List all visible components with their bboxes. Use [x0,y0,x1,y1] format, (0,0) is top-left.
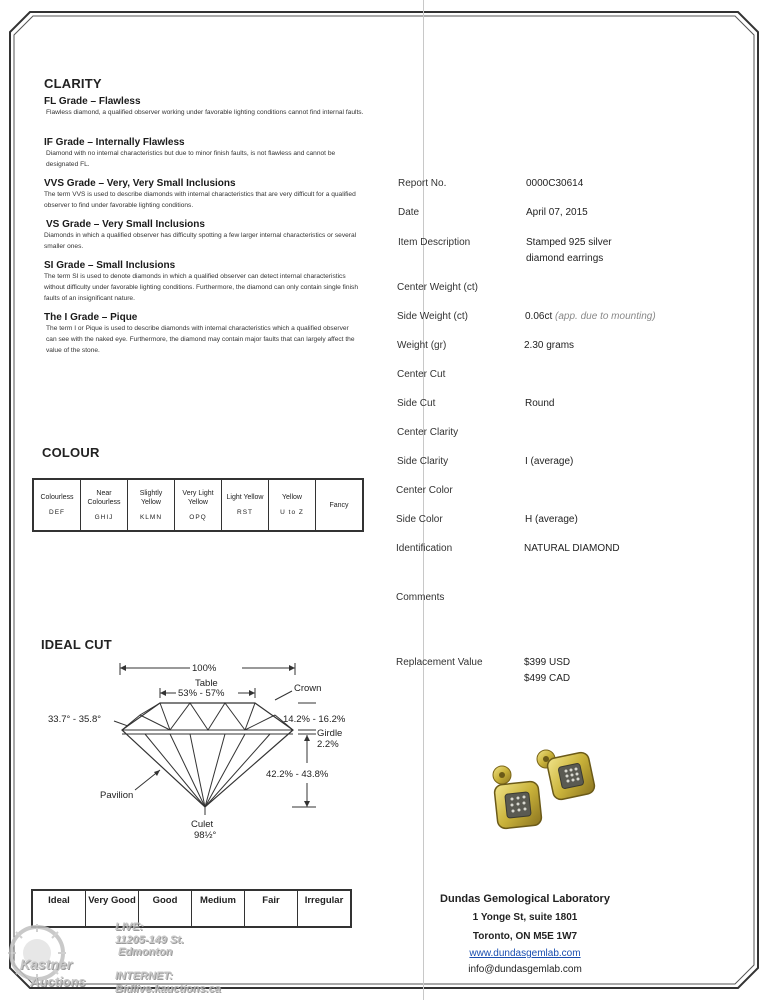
clarity-grade-vs [44,219,364,252]
culet-title: Culet [191,819,214,830]
colour-cell-slightly-yellow [128,479,175,531]
field-value-side-cut: Round [525,398,555,409]
clarity-heading: CLARITY [44,76,102,91]
watermark-brand2: Auctions [30,974,86,989]
watermark-live-address2: Edmonton [118,946,173,958]
grade-title: VS Grade – Very Small Inclusions [46,219,205,230]
clarity-grade-if [44,137,366,170]
field-value-replacement-usd: $399 USD [524,657,571,668]
colour-name: Near Colourless [87,489,121,506]
watermark-internet-label: INTERNET: [115,970,173,982]
field-value-side-color: H (average) [525,514,578,525]
grade-description: The term VVS is used to describe diamonds with internal characteristics that are very difficult for a qualified observer to find under favorable lighting conditions. [44,191,356,209]
clarity-grade-si [44,260,362,304]
side-weight-note: (app. due to mounting) [555,311,656,322]
cut-grade-good: Good [139,890,192,927]
watermark-brand1: Kastner [20,956,73,972]
field-value-item-description-line2: diamond earrings [526,253,604,264]
field-value-report-no: 0000C30614 [526,178,584,189]
field-label-report-no: Report No. [398,178,447,189]
colour-name: Very Light Yellow [182,489,214,506]
colour-name: Slightly Yellow [139,489,163,506]
cut-grade-irregular: Irregular [298,890,352,927]
field-label-center-color: Center Color [396,485,453,496]
field-label-side-cut: Side Cut [397,398,436,409]
clarity-grade-i [44,312,358,356]
girdle-title: Girdle [317,728,343,739]
colour-cell-near-colourless [81,479,128,531]
clarity-grade-vvs [44,178,364,211]
grade-description: The term SI is used to denote diamonds in which a qualified observer can detect internal characteristics without difficulty under favorable lighting conditions. Furthermore, the diamond can only contain single finish faults of an insignificant nature. [44,273,358,302]
field-label-center-cut: Center Cut [397,369,446,380]
side-weight-value: 0.06ct [525,311,553,322]
table-range: 53% - 57% [178,688,225,699]
grade-description: The term I or Pique is used to describe diamonds with internal characteristics which a qualified observer can see with the naked eye. Furthermore, the diamond may contain major faults that can largely affect the value of the stone. [46,325,355,354]
watermark-live-label: LIVE: [115,921,144,933]
grade-title: IF Grade – Internally Flawless [44,137,185,148]
colour-grades: KLMN [139,513,163,521]
field-value-side-weight [525,311,656,322]
colour-grades: OPQ [189,513,207,521]
pavilion-label: Pavilion [100,790,134,801]
colour-heading: COLOUR [42,445,100,460]
colour-grades: RST [237,509,253,516]
colour-name: Colourless [40,494,74,501]
field-value-replacement-cad: $499 CAD [524,673,571,684]
lab-address-line1: 1 Yonge St, suite 1801 [472,912,578,923]
width-label: 100% [192,663,217,674]
colour-name: Fancy [329,501,349,509]
lab-name: Dundas Gemological Laboratory [440,893,610,905]
crown-height: 14.2% - 16.2% [283,714,346,725]
watermark-live-address1: 11205-149 St. [115,934,184,946]
pavilion-depth: 42.2% - 43.8% [266,769,329,780]
grade-title: The I Grade – Pique [44,312,138,323]
crown-angle: 33.7° - 35.8° [48,714,102,725]
field-label-identification: Identification [396,543,453,554]
table-title: Table [195,678,218,689]
earrings-photo [474,745,604,845]
field-label-side-clarity: Side Clarity [397,456,449,467]
watermark-internet-url: Bidlive.kauctions.ca [115,983,221,995]
colour-cell-yellow [269,479,316,531]
colour-cell-colourless [33,479,81,531]
grade-title: FL Grade – Flawless [44,96,141,107]
field-value-date: April 07, 2015 [526,207,588,218]
field-label-side-color: Side Color [396,514,443,525]
colour-cell-very-light-yellow [175,479,222,531]
grade-title: VVS Grade – Very, Very Small Inclusions [44,178,236,189]
cut-grade-very-good: Very Good [86,890,139,927]
fold-line [423,0,424,1000]
crown-label: Crown [294,683,322,694]
field-label-side-weight: Side Weight (ct) [397,311,468,322]
colour-grades: U to Z [280,509,304,516]
colour-scale-table [32,478,364,532]
colour-grades: DEF [49,509,65,516]
grade-description: Flawless diamond, a qualified observer working under favorable lighting conditions cannot find internal faults. [46,109,364,116]
girdle-value: 2.2% [317,739,339,750]
grade-description: Diamonds in which a qualified observer has difficulty spotting a few larger internal characteristics or several smaller ones. [44,232,357,250]
colour-name: Yellow [282,494,302,501]
culet-value: 98½° [194,830,217,841]
field-value-side-clarity: I (average) [525,456,574,467]
field-label-center-weight: Center Weight (ct) [397,282,478,293]
grade-title: SI Grade – Small Inclusions [44,260,176,271]
field-label-replacement-value: Replacement Value [396,657,483,668]
field-label-weight: Weight (gr) [397,340,447,351]
lab-email: info@dundasgemlab.com [468,964,582,975]
field-value-item-description: Stamped 925 silver [526,237,612,248]
field-label-item-description: Item Description [398,237,471,248]
cut-grade-medium: Medium [192,890,245,927]
colour-name: Light Yellow [226,494,264,501]
grade-description: Diamond with no internal characteristics but due to minor finish faults, is not flawless and cannot be designated FL. [46,150,336,168]
field-value-weight: 2.30 grams [524,340,575,351]
cut-grade-ideal: Ideal [32,890,86,927]
cut-grade-fair: Fair [245,890,298,927]
field-label-date: Date [398,207,420,218]
field-value-identification: NATURAL DIAMOND [524,543,620,554]
field-label-comments: Comments [396,592,445,603]
colour-grades: GHIJ [94,513,114,521]
field-label-center-clarity: Center Clarity [397,427,459,438]
diamond-proportions-diagram [30,655,370,845]
clarity-grade-fl [44,96,366,118]
lab-website-link[interactable]: www.dundasgemlab.com [469,948,581,959]
lab-address-line2: Toronto, ON M5E 1W7 [472,931,578,942]
colour-cell-fancy [316,479,364,531]
auction-watermark [0,918,240,1000]
colour-cell-light-yellow [222,479,269,531]
ideal-cut-heading: IDEAL CUT [41,637,112,652]
